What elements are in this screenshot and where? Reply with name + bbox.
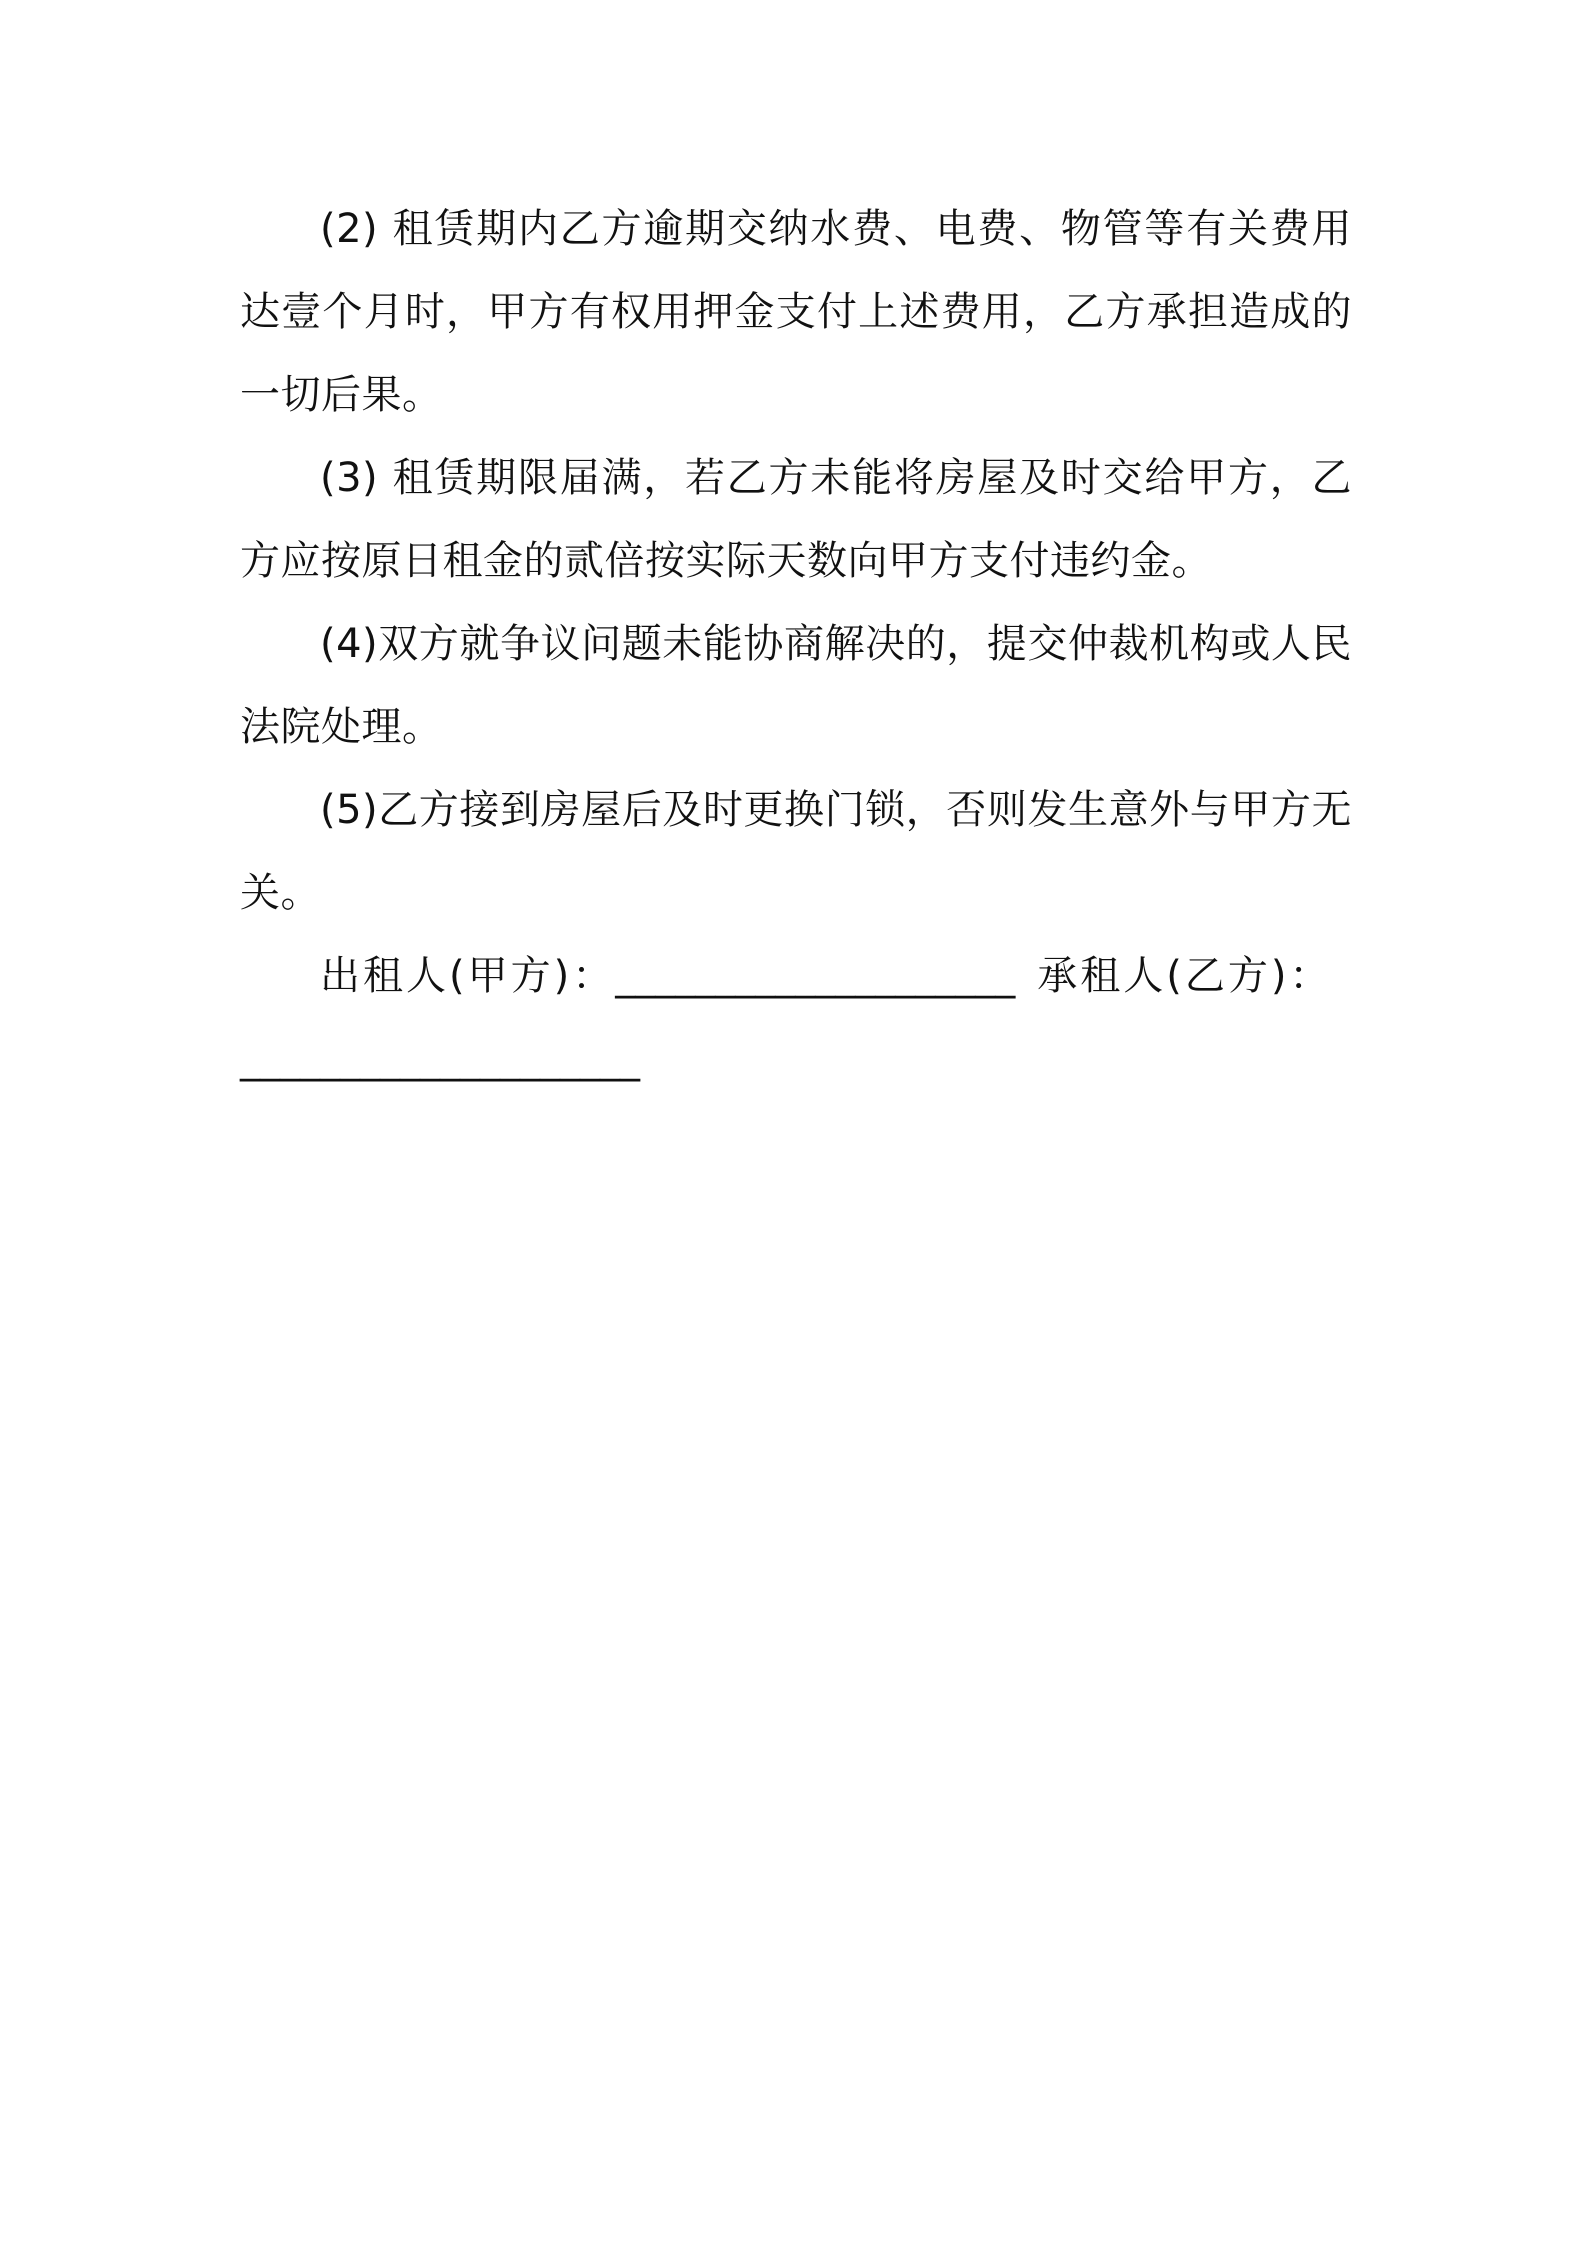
- clause-4: (4)双方就争议问题未能协商解决的，提交仲裁机构或人民法院处理。: [240, 621, 1352, 750]
- clause-3: (3) 租赁期限届满，若乙方未能将房屋及时交给甲方，乙方应按原日租金的贰倍按实际天数向甲方支付违约金。: [240, 455, 1352, 584]
- clause-5: (5)乙方接到房屋后及时更换门锁，否则发生意外与甲方无关。: [240, 787, 1352, 916]
- lessor-signature-blank: ____________________: [615, 953, 1016, 999]
- lessor-label: 出租人(甲方)：: [320, 953, 616, 999]
- signature-line: [240, 935, 1352, 1101]
- document-body: [240, 188, 1352, 1101]
- clause-2: (2) 租赁期内乙方逾期交纳水费、电费、物管等有关费用达壹个月时，甲方有权用押金支付上述费用，乙方承担造成的一切后果。: [240, 206, 1352, 418]
- lessee-label: 承租人(乙方)：: [1037, 953, 1333, 999]
- lessee-signature-blank: ____________________: [240, 1036, 640, 1082]
